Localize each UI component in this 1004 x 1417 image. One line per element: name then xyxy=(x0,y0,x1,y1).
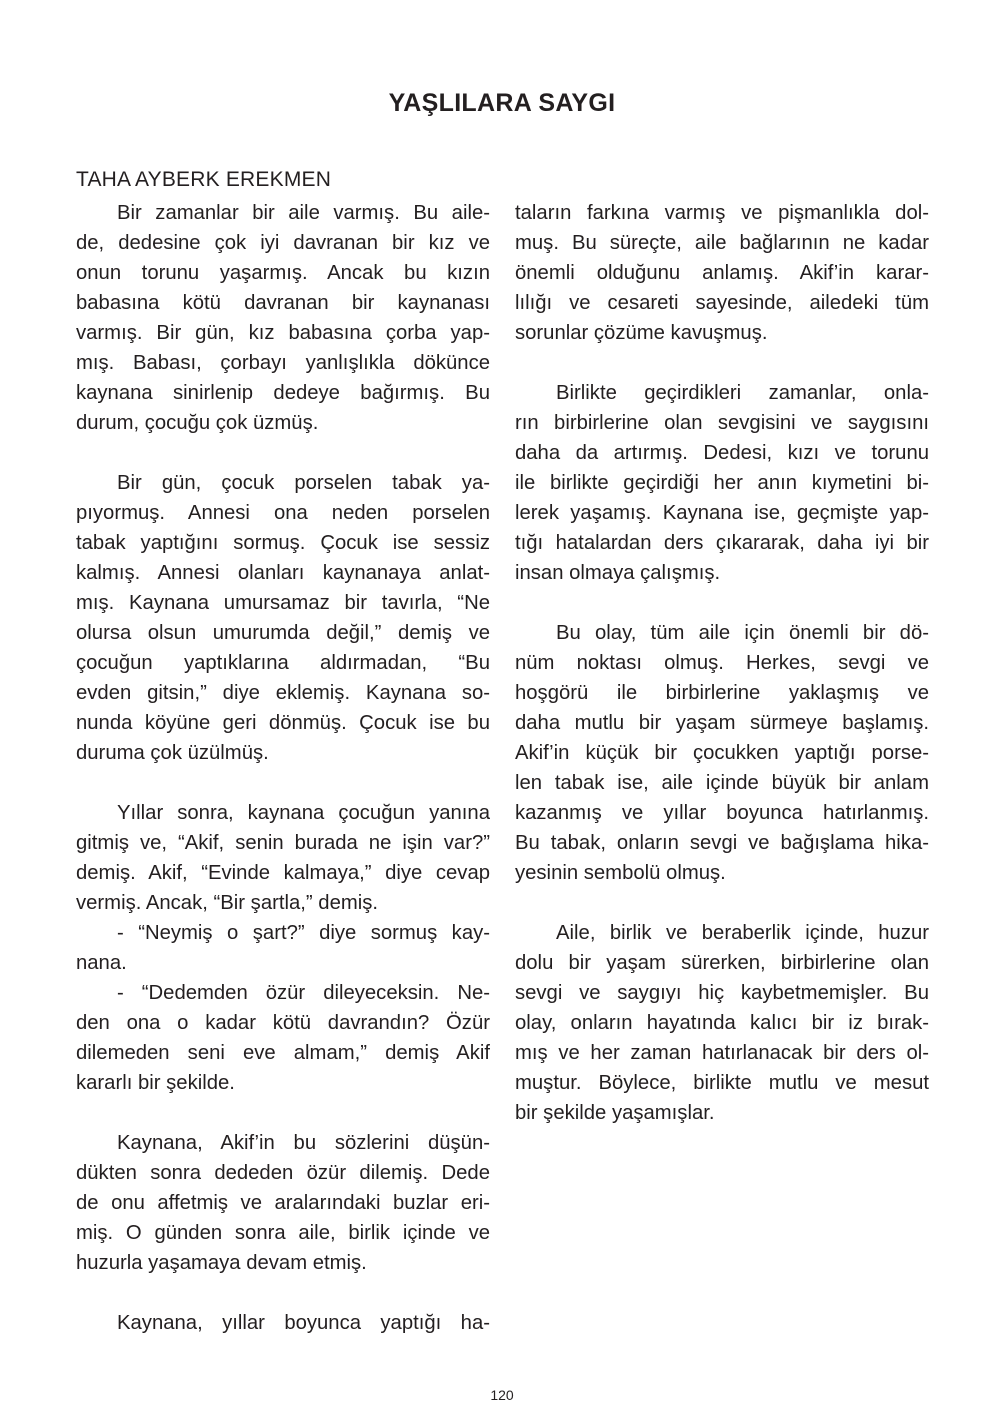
text-line: Birlikte geçirdikleri zamanlar, onla- xyxy=(556,382,929,404)
text-line: evden gitsin,” diye eklemiş. Kaynana so- xyxy=(76,682,490,704)
paragraph-gap xyxy=(515,348,929,378)
right-column xyxy=(515,198,929,1128)
text-line: duruma çok üzülmüş. xyxy=(76,742,269,764)
left-column xyxy=(76,198,490,1338)
text-line: lılığı ve cesareti sayesinde, ailedeki tüm xyxy=(515,292,929,314)
text-line: taların farkına varmış ve pişmanlıkla dol- xyxy=(515,202,929,224)
page-number: 120 xyxy=(490,1387,514,1403)
text-line: nüm noktası olmuş. Herkes, sevgi ve xyxy=(515,652,929,674)
text-line: insan olmaya çalışmış. xyxy=(515,562,721,584)
text-line: nunda köyüne geri dönmüş. Çocuk ise bu xyxy=(76,712,490,734)
text-line: Yıllar sonra, kaynana çocuğun yanına xyxy=(117,802,490,824)
author-name: TAHA AYBERK EREKMEN xyxy=(76,168,332,191)
text-line: - “Dedemden özür dileyeceksin. Ne- xyxy=(117,982,490,1004)
paragraph-gap xyxy=(76,768,490,798)
text-line: yesinin sembolü olmuş. xyxy=(515,862,726,884)
text-line: Kaynana, Akif’in bu sözlerini düşün- xyxy=(117,1132,490,1154)
text-line: vermiş. Ancak, “Bir şartla,” demiş. xyxy=(76,892,379,914)
text-line: bir şekilde yaşamışlar. xyxy=(515,1102,715,1124)
text-line: Kaynana, yıllar boyunca yaptığı ha- xyxy=(117,1312,490,1334)
text-line: miş. O günden sonra aile, birlik içinde ve xyxy=(76,1222,490,1244)
text-line: tabak yaptığını sormuş. Çocuk ise sessiz xyxy=(76,532,490,554)
text-line: tığı hatalardan ders çıkararak, daha iyi bir xyxy=(515,532,929,554)
text-line: varmış. Bir gün, kız babasına çorba yap- xyxy=(76,322,490,344)
text-line: Bir gün, çocuk porselen tabak ya- xyxy=(117,472,490,494)
text-line: rın birbirlerine olan sevgisini ve saygısını xyxy=(515,412,929,434)
text-line: de onu affetmiş ve aralarındaki buzlar eri- xyxy=(76,1192,490,1214)
text-line: demiş. Akif, “Evinde kalmaya,” diye cevap xyxy=(76,862,490,884)
text-line: muş. Bu süreçte, aile bağlarının ne kadar xyxy=(515,232,929,254)
text-line: mış. Kaynana umursamaz bir tavırla, “Ne xyxy=(76,592,490,614)
text-line: durum, çocuğu çok üzmüş. xyxy=(76,412,319,434)
text-line: mış. Babası, çorbayı yanlışlıkla dökünce xyxy=(76,352,490,374)
text-line: babasına kötü davranan bir kaynanası xyxy=(76,292,490,314)
text-line: dükten sonra dededen özür dilemiş. Dede xyxy=(76,1162,490,1184)
text-line: len tabak ise, aile içinde büyük bir anlam xyxy=(515,772,929,794)
text-line: ile birlikte geçirdiği her anın kıymetini bi- xyxy=(515,472,929,494)
text-line: dolu bir yaşam sürerken, birbirlerine olan xyxy=(515,952,929,974)
text-line: - “Neymiş o şart?” diye sormuş kay- xyxy=(117,922,490,944)
text-line: olursa olsun umurumda değil,” demiş ve xyxy=(76,622,490,644)
text-line: önemli olduğunu anlamış. Akif’in karar- xyxy=(515,262,929,284)
text-line: nana. xyxy=(76,952,127,974)
paragraph-gap xyxy=(515,888,929,918)
text-line: lerek yaşamış. Kaynana ise, geçmişte yap- xyxy=(515,502,929,524)
paragraph-gap xyxy=(76,438,490,468)
text-line: mış ve her zaman hatırlanacak bir ders ol- xyxy=(515,1042,929,1064)
text-line: de, dedesine çok iyi davranan bir kız ve xyxy=(76,232,490,254)
text-line: Bu olay, tüm aile için önemli bir dö- xyxy=(556,622,929,644)
text-line: hoşgörü ile birbirlerine yaklaşmış ve xyxy=(515,682,929,704)
text-line: Bir zamanlar bir aile varmış. Bu aile- xyxy=(117,202,490,224)
text-line: çocuğun yaptıklarına aldırmadan, “Bu xyxy=(76,652,490,674)
text-line: olay, onların hayatında kalıcı bir iz bırak- xyxy=(515,1012,929,1034)
paragraph-gap xyxy=(515,588,929,618)
page-title: YAŞLILARA SAYGI xyxy=(388,88,616,117)
text-line: daha da artırmış. Dedesi, kızı ve torunu xyxy=(515,442,929,464)
text-line: kararlı bir şekilde. xyxy=(76,1072,235,1094)
text-line: daha mutlu bir yaşam sürmeye başlamış. xyxy=(515,712,929,734)
text-line: kalmış. Annesi olanları kaynanaya anlat- xyxy=(76,562,490,584)
text-line: kazanmış ve yıllar boyunca hatırlanmış. xyxy=(515,802,929,824)
text-line: den ona o kadar kötü davrandın? Özür xyxy=(76,1012,490,1034)
paragraph-gap xyxy=(76,1098,490,1128)
text-line: dilemeden seni eve almam,” demiş Akif xyxy=(76,1042,490,1064)
text-line: huzurla yaşamaya devam etmiş. xyxy=(76,1252,367,1274)
text-line: muştur. Böylece, birlikte mutlu ve mesut xyxy=(515,1072,929,1094)
text-line: gitmiş ve, “Akif, senin burada ne işin var?” xyxy=(76,832,490,854)
text-line: pıyormuş. Annesi ona neden porselen xyxy=(76,502,490,524)
text-line: kaynana sinirlenip dedeye bağırmış. Bu xyxy=(76,382,490,404)
paragraph-gap xyxy=(76,1278,490,1308)
text-line: sorunlar çözüme kavuşmuş. xyxy=(515,322,768,344)
text-line: Aile, birlik ve beraberlik içinde, huzur xyxy=(556,922,929,944)
text-line: Akif’in küçük bir çocukken yaptığı porse- xyxy=(515,742,929,764)
text-line: onun torunu yaşarmış. Ancak bu kızın xyxy=(76,262,490,284)
text-line: sevgi ve saygıyı hiç kaybetmemişler. Bu xyxy=(515,982,929,1004)
text-line: Bu tabak, onların sevgi ve bağışlama hika- xyxy=(515,832,929,854)
